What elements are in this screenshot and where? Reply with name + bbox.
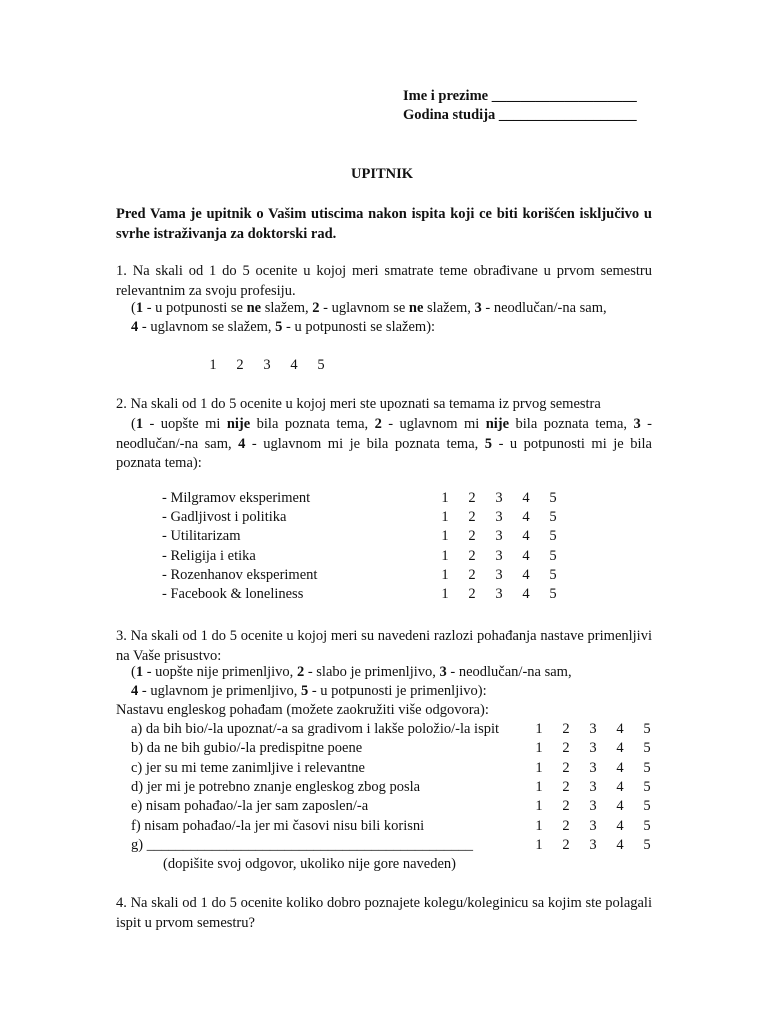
scale-option[interactable]: 3 bbox=[589, 817, 597, 834]
scale-option[interactable]: 1 bbox=[535, 721, 543, 737]
q2-legend: (1 - uopšte mi nije bila poznata tema, 2 - uglavnom mi nije bila poznata tema, 3 - neodlučan/-na sam, 4 - uglavnom mi je bila poznata tema, 5 - u potpunosti mi je bila poznata tema): bbox=[116, 416, 652, 471]
scale-option[interactable]: 4 bbox=[616, 836, 624, 853]
item-label: a) da bih bio/-la upoznat/-a sa gradivom i lakše položio/-la ispit bbox=[131, 721, 500, 737]
scale-option[interactable]: 3 bbox=[495, 490, 503, 506]
scale-option[interactable]: 1 bbox=[441, 586, 449, 602]
scale-option[interactable]: 3 bbox=[589, 798, 597, 815]
scale-option[interactable]: 5 bbox=[643, 778, 651, 795]
name-field bbox=[403, 88, 637, 105]
scale-option[interactable]: 4 bbox=[616, 778, 624, 795]
item-label: e) nisam pohađao/-la jer sam zaposlen/-a bbox=[131, 798, 369, 815]
scale-option[interactable]: 5 bbox=[643, 798, 651, 815]
item-label: - Utilitarizam bbox=[162, 528, 241, 545]
scale-option[interactable]: 1 bbox=[535, 740, 543, 757]
scale-option[interactable]: 3 bbox=[495, 547, 503, 564]
scale-option[interactable]: 2 bbox=[236, 357, 244, 373]
scale-option[interactable]: 2 bbox=[468, 509, 476, 526]
scale-option[interactable]: 5 bbox=[549, 547, 557, 564]
item-label: d) jer mi je potrebno znanje engleskog zbog posla bbox=[131, 778, 421, 795]
q3-text: 3. Na skali od 1 do 5 ocenite u kojoj meri su navedeni razlozi pohađanja nastave primenljivi na Vaše prisustvo: bbox=[116, 628, 652, 664]
scale-option[interactable]: 1 bbox=[535, 817, 543, 834]
scale-option[interactable]: 2 bbox=[562, 721, 570, 737]
scale-option[interactable]: 4 bbox=[290, 357, 298, 373]
scale-option[interactable]: 4 bbox=[522, 490, 530, 506]
q3-subheading: Nastavu engleskog pohađam (možete zaokružiti više odgovora): bbox=[116, 702, 489, 718]
scale-option[interactable]: 3 bbox=[589, 721, 597, 737]
scale-option[interactable]: 3 bbox=[589, 759, 597, 776]
scale-option[interactable]: 1 bbox=[535, 778, 543, 795]
scale-option[interactable]: 3 bbox=[495, 566, 503, 583]
scale-option[interactable]: 4 bbox=[522, 547, 530, 564]
scale-option[interactable]: 3 bbox=[589, 836, 597, 853]
scale-option[interactable]: 3 bbox=[589, 778, 597, 795]
scale-option[interactable]: 4 bbox=[522, 586, 530, 602]
scale-option[interactable]: 4 bbox=[616, 817, 624, 834]
scale-option[interactable]: 1 bbox=[535, 798, 543, 815]
name-label: Ime i prezime bbox=[403, 88, 489, 104]
scale-option[interactable]: 2 bbox=[468, 547, 476, 564]
item-label: - Milgramov eksperiment bbox=[162, 490, 311, 506]
q1-legend-line1: (1 - u potpunosti se ne slažem, 2 - uglavnom se ne slažem, 3 - neodlučan/-na sam, bbox=[131, 300, 607, 316]
scale-option[interactable]: 2 bbox=[562, 778, 570, 795]
scale-option[interactable]: 2 bbox=[562, 817, 570, 834]
item-label: - Gadljivost i politika bbox=[162, 509, 287, 526]
scale-option[interactable]: 4 bbox=[616, 759, 624, 776]
q4-text: 4. Na skali od 1 do 5 ocenite koliko dobro poznajete kolegu/koleginicu sa kojim ste polagali ispit u prvom semestru? bbox=[116, 895, 652, 931]
scale-option[interactable]: 5 bbox=[643, 759, 651, 776]
scale-option[interactable]: 2 bbox=[562, 740, 570, 757]
scale-option[interactable]: 5 bbox=[643, 721, 651, 737]
scale-option[interactable]: 1 bbox=[209, 357, 217, 373]
scale-option[interactable]: 5 bbox=[549, 566, 557, 583]
scale-option[interactable]: 5 bbox=[317, 357, 325, 373]
scale-option[interactable]: 2 bbox=[468, 490, 476, 506]
intro-text: Pred Vama je upitnik o Vašim utiscima nakon ispita koji ce biti korišćen isključivo u svrhe istraživanja za doktorski rad. bbox=[116, 206, 652, 242]
scale-option[interactable]: 3 bbox=[495, 509, 503, 526]
scale-option[interactable]: 4 bbox=[522, 566, 530, 583]
scale-option[interactable]: 5 bbox=[549, 490, 557, 506]
year-blank: ___________________ bbox=[498, 107, 637, 123]
scale-option[interactable]: 1 bbox=[441, 509, 449, 526]
scale-option[interactable]: 2 bbox=[468, 566, 476, 583]
q1-text: 1. Na skali od 1 do 5 ocenite u kojoj meri smatrate teme obrađivane u prvom semestru relevantnim za svoju profesiju. bbox=[116, 263, 652, 299]
scale-option[interactable]: 2 bbox=[562, 836, 570, 853]
item-label: b) da ne bih gubio/-la predispitne poene bbox=[131, 740, 363, 757]
q2-text: 2. Na skali od 1 do 5 ocenite u kojoj meri ste upoznati sa temama iz prvog semestra bbox=[116, 396, 601, 412]
item-label: f) nisam pohađao/-la jer mi časovi nisu bili korisni bbox=[131, 817, 425, 834]
scale-option[interactable]: 5 bbox=[643, 817, 651, 834]
scale-option[interactable]: 2 bbox=[468, 586, 476, 602]
q3-legend-line2: 4 - uglavnom je primenljivo, 5 - u potpunosti je primenljivo): bbox=[131, 683, 487, 699]
scale-option[interactable]: 2 bbox=[468, 528, 476, 545]
scale-option[interactable]: 5 bbox=[643, 836, 651, 853]
scale-option[interactable]: 5 bbox=[549, 586, 557, 602]
scale-option[interactable]: 1 bbox=[441, 547, 449, 564]
q3-legend-line1: (1 - uopšte nije primenljivo, 2 - slabo je primenljivo, 3 - neodlučan/-na sam, bbox=[131, 664, 572, 680]
scale-option[interactable]: 2 bbox=[562, 759, 570, 776]
year-field bbox=[403, 107, 637, 124]
scale-option[interactable]: 4 bbox=[616, 740, 624, 757]
item-label: - Facebook & loneliness bbox=[162, 586, 304, 602]
scale-option[interactable]: 1 bbox=[441, 528, 449, 545]
scale-option[interactable]: 3 bbox=[589, 740, 597, 757]
scale-option[interactable]: 1 bbox=[441, 490, 449, 506]
scale-option[interactable]: 4 bbox=[616, 798, 624, 815]
scale-option[interactable]: 2 bbox=[562, 798, 570, 815]
scale-option[interactable]: 3 bbox=[263, 357, 271, 373]
scale-option[interactable]: 4 bbox=[522, 509, 530, 526]
page-title: UPITNIK bbox=[351, 166, 414, 182]
q3-note: (dopišite svoj odgovor, ukoliko nije gore naveden) bbox=[163, 856, 456, 872]
item-label: g) _____________________________________________ bbox=[131, 836, 473, 853]
item-label: - Religija i etika bbox=[162, 547, 256, 564]
scale-option[interactable]: 1 bbox=[535, 836, 543, 853]
scale-option[interactable]: 5 bbox=[549, 509, 557, 526]
item-label: c) jer su mi teme zanimljive i relevantne bbox=[131, 759, 365, 776]
scale-option[interactable]: 5 bbox=[549, 528, 557, 545]
scale-option[interactable]: 1 bbox=[441, 566, 449, 583]
scale-option[interactable]: 3 bbox=[495, 528, 503, 545]
scale-option[interactable]: 3 bbox=[495, 586, 503, 602]
q1-legend-line2: 4 - uglavnom se slažem, 5 - u potpunosti se slažem): bbox=[131, 319, 436, 335]
year-label: Godina studija bbox=[403, 107, 496, 123]
scale-option[interactable]: 4 bbox=[522, 528, 530, 545]
item-label: - Rozenhanov eksperiment bbox=[162, 566, 318, 583]
scale-option[interactable]: 1 bbox=[535, 759, 543, 776]
scale-option[interactable]: 5 bbox=[643, 740, 651, 757]
name-blank: ____________________ bbox=[491, 88, 637, 104]
scale-option[interactable]: 4 bbox=[616, 721, 624, 737]
